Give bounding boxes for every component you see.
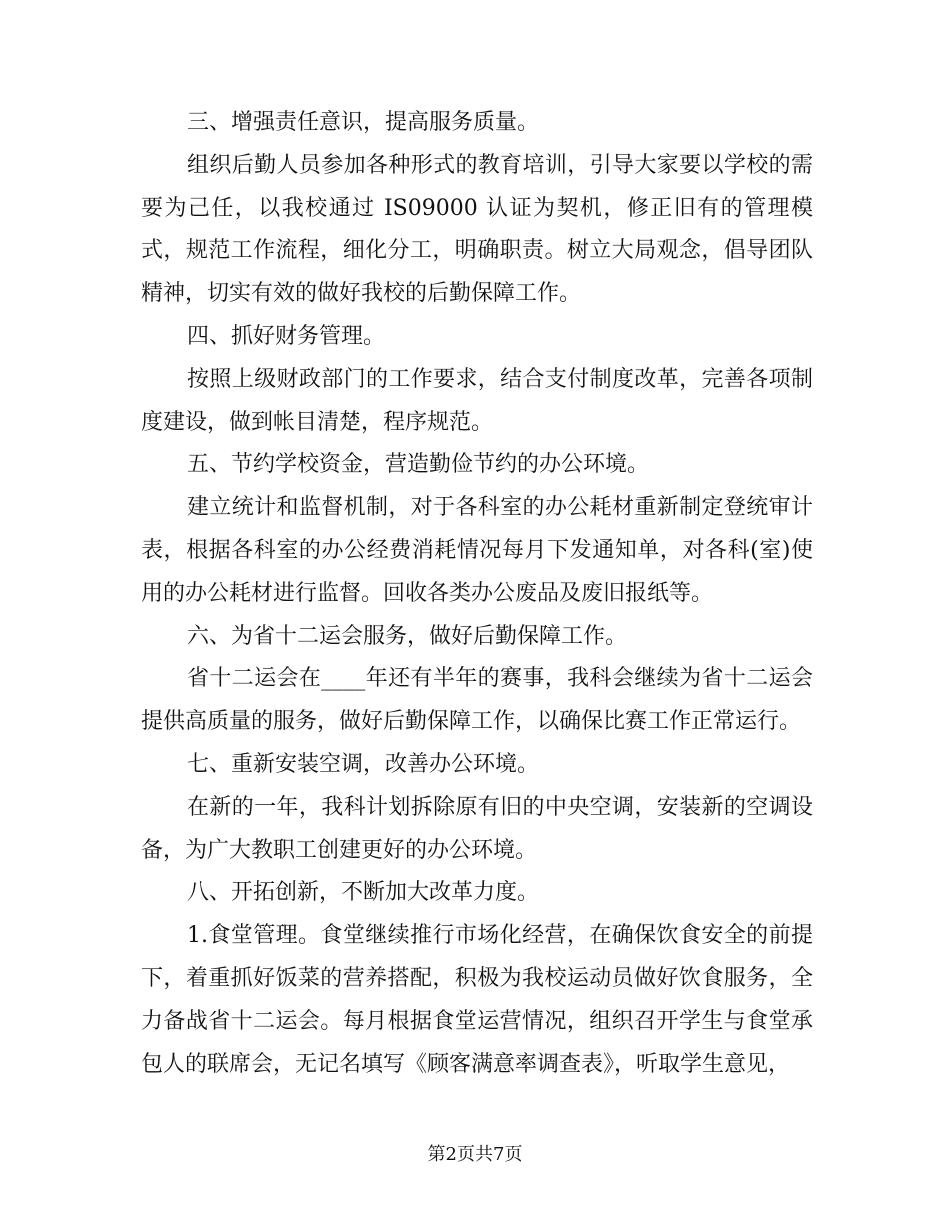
section-heading-6: 六、为省十二运会服务，做好后勤保障工作。 [187,623,628,649]
section-heading-5: 五、节约学校资金，营造勤俭节约的办公环境。 [187,452,650,478]
section-heading-4: 四、抓好财务管理。 [187,323,386,349]
body-paragraph: 在新的一年，我科计划拆除原有旧的中央空调，安装新的空调设备，为广大教职工创建更好的办公环境。 [141,794,813,863]
body-paragraph: 建立统计和监督机制，对于各科室的办公耗材重新制定登统审计表，根据各科室的办公经费消耗情况每月下发通知单，对各科(室)使用的办公耗材进行监督。回收各类办公废品及废旧报纸等。 [141,495,813,606]
section-heading-7: 七、重新安装空调，改善办公环境。 [187,751,540,777]
page-number-footer: 第2页共7页 [427,1144,523,1165]
body-paragraph: 按照上级财政部门的工作要求，结合支付制度改革，完善各项制度建设，做到帐目清楚，程序规范。 [141,366,813,435]
section-heading-8: 八、开拓创新，不断加大改革力度。 [187,880,540,906]
section-heading-3: 三、增强责任意识，提高服务质量。 [187,110,540,135]
body-paragraph: 1.食堂管理。食堂继续推行市场化经营，在确保饮食安全的前提下，着重抓好饭菜的营养搭配，积极为我校运动员做好饮食服务，全力备战省十二运会。每月根据食堂运营情况，组织召开学生与食堂承包人的联席会，无记名填写《顾客满意率调查表》，听取学生意见， [141,923,813,1077]
document-body [141,102,813,1086]
body-paragraph: 组织后勤人员参加各种形式的教育培训，引导大家要以学校的需要为己任，以我校通过 IS09000 认证为契机，修正旧有的管理模式，规范工作流程，细化分工，明确职责。树立大局观念，倡导团队精神，切实有效的做好我校的后勤保障工作。 [141,152,813,307]
body-paragraph: 省十二运会在____年还有半年的赛事，我科会继续为省十二运会提供高质量的服务，做好后勤保障工作，以确保比赛工作正常运行。 [141,666,813,735]
